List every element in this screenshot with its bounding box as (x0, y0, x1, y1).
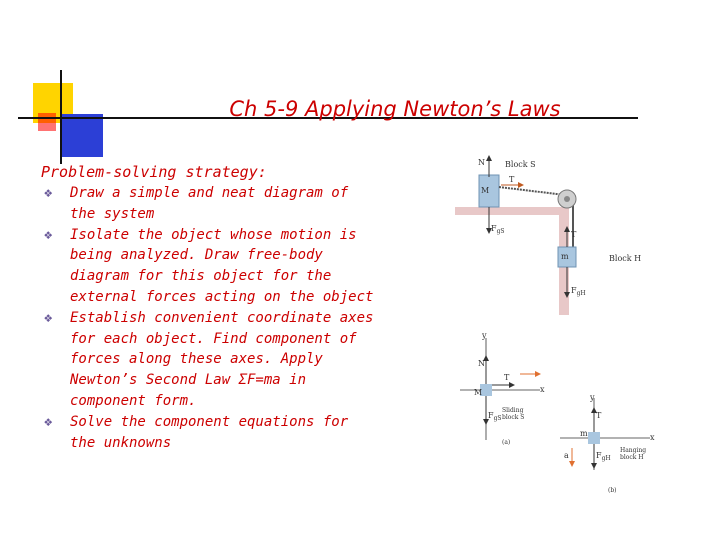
diamond-bullet-icon: ❖ (44, 226, 53, 243)
strategy-steps-list (44, 183, 374, 453)
mass-big-label: M (481, 186, 490, 195)
list-item: ❖ Solve the component equations for the unknowns (44, 413, 349, 451)
mass-small-label: m (561, 252, 569, 261)
axis-y-a-label: y (482, 331, 487, 340)
arrow-head-icon (535, 371, 541, 377)
slide-title: Ch 5-9 Applying Newton’s Laws (229, 97, 561, 121)
arrow-head-icon (569, 461, 575, 467)
red-square-decoration (38, 113, 56, 131)
part-a-label: (a) (502, 439, 511, 446)
arrow-head-icon (486, 155, 492, 161)
arrow-head-icon (518, 182, 524, 188)
axis-y-b-label: y (590, 393, 595, 402)
sliding-label-2: block S (502, 414, 525, 421)
diamond-bullet-icon: ❖ (44, 185, 53, 201)
list-item: ❖ Draw a simple and neat diagram of the system (44, 185, 349, 222)
hanging-label-2: block H (620, 454, 644, 461)
gravity-s-label: $F_{gS}$ (491, 224, 505, 235)
mass-big-label: M (474, 388, 483, 397)
list-item: ❖ Isolate the object whose motion is being analyzed. Draw free-body diagram for this object for the external forces acting on the object (44, 226, 374, 305)
tension-s-label: T (509, 175, 515, 184)
sliding-label-1: Sliding (502, 407, 524, 414)
block-h-dot (588, 432, 600, 444)
block-s-label: Block S (505, 160, 536, 169)
string (499, 187, 565, 195)
list-item: ❖ Establish convenient coordinate axes for each object. Find component of forces along these axes. Apply Newton’s Second Law ΣF=ma in component form. (44, 309, 374, 409)
part-b-label: (b) (608, 487, 617, 494)
block-h-caption-area (575, 245, 650, 275)
strategy-heading: Problem-solving strategy: (41, 163, 267, 181)
gravity-h-label: $F_{gH}$ (571, 286, 586, 297)
diamond-bullet-icon: ❖ (44, 413, 53, 430)
mass-small-label: m (580, 429, 588, 438)
normal-label: N (478, 158, 485, 167)
pulley-system-figure (455, 155, 586, 315)
arrow-head-icon (591, 463, 597, 469)
axis-x-b-label: x (650, 433, 655, 442)
diamond-bullet-icon: ❖ (44, 309, 53, 326)
normal-label: N (478, 359, 485, 368)
accel-label: a (564, 451, 569, 460)
gravity-h-label: $F_{gH}$ (596, 451, 611, 462)
table-top (455, 207, 565, 215)
tension-b-label: T (596, 411, 602, 420)
tension-a-label: T (504, 373, 510, 382)
free-body-diagrams-figure (460, 330, 665, 500)
hanging-label-1: Hanging (620, 447, 647, 454)
blue-square-decoration (60, 114, 103, 157)
gravity-s-label: $F_{gS}$ (488, 411, 502, 422)
block-h-label: Block H (609, 254, 642, 263)
arrow-head-icon (509, 382, 515, 388)
tension-h-label: T (571, 230, 577, 239)
pulley-axle (564, 196, 570, 202)
axis-x-a-label: x (540, 385, 545, 394)
